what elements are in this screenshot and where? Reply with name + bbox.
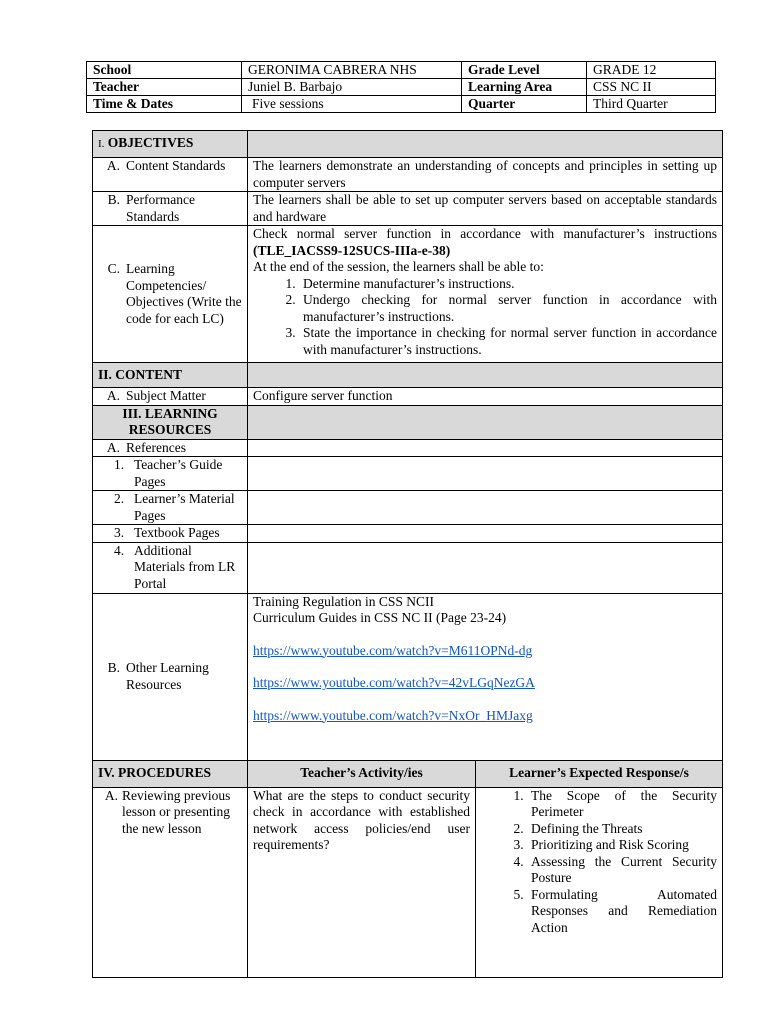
additional-materials-label: 4. Additional Materials from LR Portal [93, 542, 248, 593]
list-item: 1. The Scope of the Security Perimeter [527, 788, 717, 821]
quarter-value: Third Quarter [587, 96, 716, 113]
quarter-label: Quarter [462, 96, 587, 113]
objectives-heading-fill [248, 131, 723, 158]
competencies-intro: Check normal server function in accordance with manufacturer’s instructions [253, 226, 717, 241]
list-item: 4. Assessing the Current Security Posture [527, 854, 717, 887]
learner-response-heading: Learner’s Expected Response/s [476, 760, 723, 787]
performance-standards-text: The learners shall be able to set up computer servers based on acceptable standards and hardware [248, 192, 723, 226]
references-cell [248, 439, 723, 457]
content-heading: II. CONTENT [93, 363, 248, 388]
learners-material-cell [248, 491, 723, 525]
list-item: 2. Defining the Threats [527, 821, 717, 838]
performance-standards-label: B. Performance Standards [93, 192, 248, 226]
curriculum-guide-text: Curriculum Guides in CSS NC II (Page 23-24) [253, 610, 507, 625]
grade-label: Grade Level [462, 62, 587, 79]
competencies-label: C. Learning Competencies/ Objectives (Write the code for each LC) [93, 226, 248, 363]
list-item: 3. Prioritizing and Risk Scoring [527, 837, 717, 854]
training-regulation-text: Training Regulation in CSS NCII [253, 593, 435, 609]
references-label: A. References [93, 439, 248, 457]
school-label: School [87, 62, 242, 79]
time-label: Time & Dates [87, 96, 242, 113]
resources-heading: III. LEARNING RESOURCES [93, 405, 248, 439]
youtube-link-1[interactable]: https://www.youtube.com/watch?v=M611OPNd-dg [253, 642, 533, 658]
content-standards-text: The learners demonstrate an understanding of concepts and principles in setting up computer servers [248, 158, 723, 192]
objective-list [253, 276, 717, 359]
reviewing-label: A. Reviewing previous lesson or presenting the new lesson [93, 787, 248, 977]
competencies-lead: At the end of the session, the learners shall be able to: [253, 259, 544, 274]
additional-materials-cell [248, 542, 723, 593]
resources-heading-fill [248, 405, 723, 439]
competencies-text [248, 226, 723, 363]
procedures-heading: IV. PROCEDURES [93, 760, 248, 787]
lesson-plan-table [92, 130, 723, 978]
youtube-link-3[interactable]: https://www.youtube.com/watch?v=NxOr_HMJaxg [253, 707, 533, 723]
learners-material-label: 2. Learner’s Material Pages [93, 491, 248, 525]
list-item: 2. Undergo checking for normal server function in accordance with manufacturer’s instructions. [299, 292, 717, 325]
grade-value: GRADE 12 [587, 62, 716, 79]
teacher-value: Juniel B. Barbajo [242, 79, 462, 96]
competency-code: (TLE_IACSS9-12SUCS-IIIa-e-38) [253, 242, 451, 258]
teacher-activity-text: What are the steps to conduct security check in accordance with established network access policies/end user requirements? [248, 787, 476, 977]
objectives-heading: I. OBJECTIVES [93, 131, 248, 158]
teachers-guide-label: 1. Teacher’s Guide Pages [93, 457, 248, 491]
teacher-activity-heading: Teacher’s Activity/ies [248, 760, 476, 787]
time-value: Five sessions [242, 96, 462, 113]
content-standards-label: A. Content Standards [93, 158, 248, 192]
area-label: Learning Area [462, 79, 587, 96]
subject-matter-text: Configure server function [248, 388, 723, 406]
subject-matter-label: A. Subject Matter [93, 388, 248, 406]
textbook-pages-label: 3. Textbook Pages [93, 525, 248, 543]
list-item: 1. Determine manufacturer’s instructions. [299, 276, 717, 293]
other-resources-cell [248, 593, 723, 760]
teacher-label: Teacher [87, 79, 242, 96]
textbook-pages-cell [248, 525, 723, 543]
school-value: GERONIMA CABRERA NHS [242, 62, 462, 79]
area-value: CSS NC II [587, 79, 716, 96]
learner-response-cell [476, 787, 723, 977]
list-item: 5. Formulating Automated Responses and Remediation Action [527, 887, 717, 937]
other-resources-label: B. Other Learning Resources [93, 593, 248, 760]
youtube-link-2[interactable]: https://www.youtube.com/watch?v=42vLGqNezGA [253, 675, 535, 690]
list-item: 3. State the importance in checking for normal server function in accordance with manufacturer’s instructions. [299, 325, 717, 358]
header-info-table [86, 61, 716, 113]
teachers-guide-cell [248, 457, 723, 491]
content-heading-fill [248, 363, 723, 388]
response-list [481, 788, 717, 937]
